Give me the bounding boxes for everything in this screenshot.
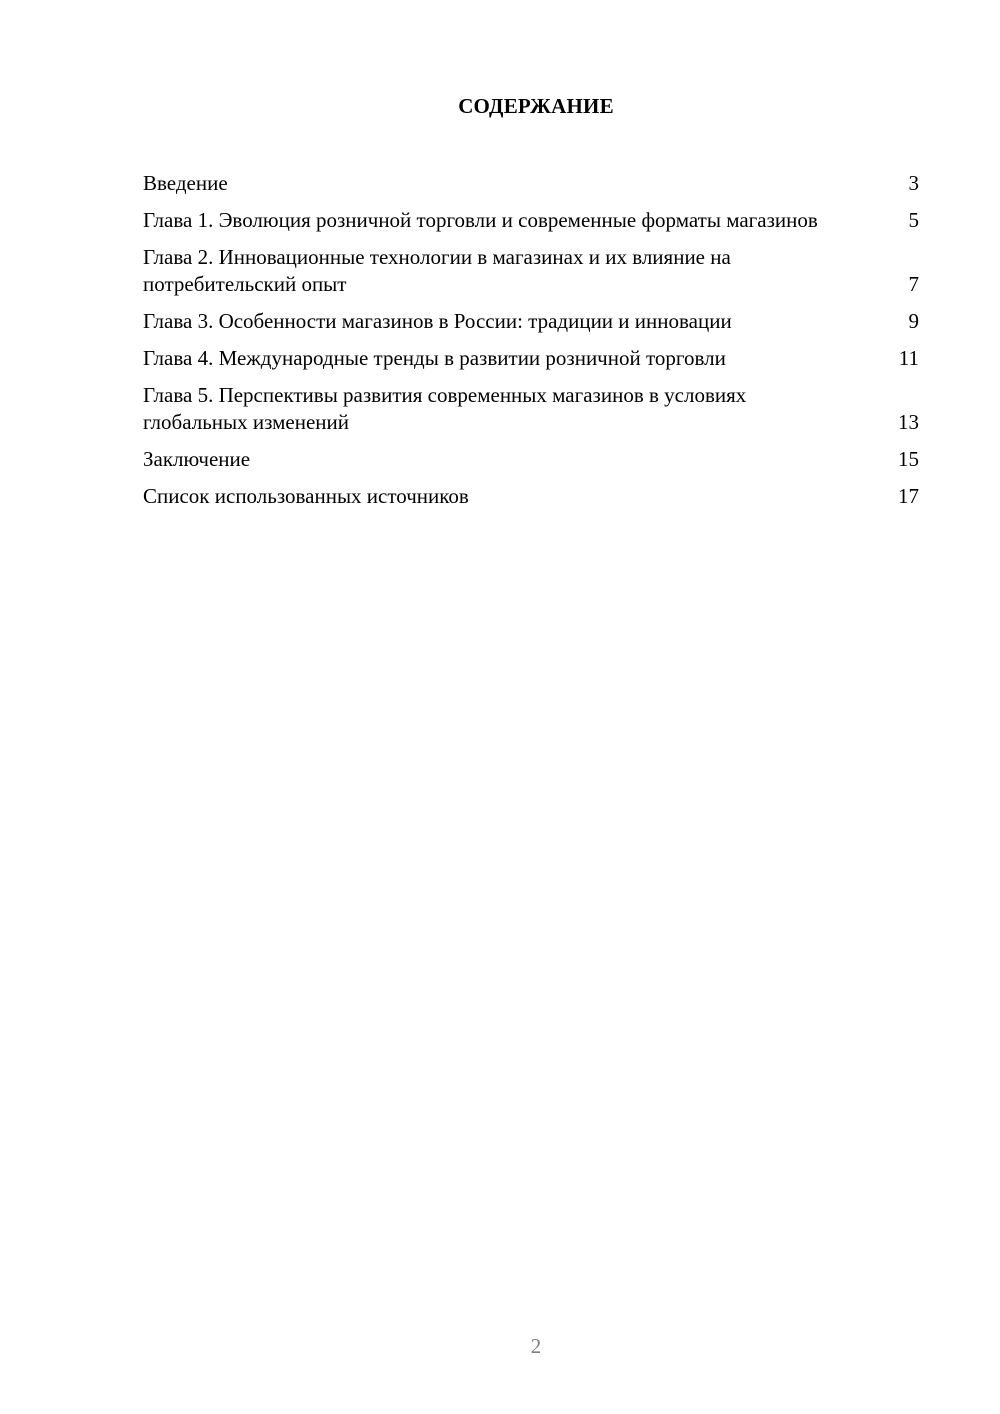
- toc-entry: [143, 446, 919, 473]
- toc-entry: [143, 244, 919, 298]
- toc-entry-title: Глава 5. Перспективы развития современных магазинов в условиях глобальных изменений: [143, 383, 747, 434]
- toc-entry-page: 17: [898, 484, 919, 508]
- toc-entry-page: 11: [898, 346, 919, 370]
- toc-entry-title: Глава 4. Международные тренды в развитии розничной торговли: [143, 346, 726, 370]
- toc-entry: [143, 170, 919, 197]
- toc-entry-page: 7: [908, 272, 919, 296]
- toc-entry-page: 3: [908, 171, 919, 195]
- toc-entry: [143, 308, 919, 335]
- toc-entry-title: Введение: [143, 171, 228, 195]
- page-title: СОДЕРЖАНИЕ: [458, 94, 614, 118]
- toc-entry: [143, 483, 919, 510]
- toc-entry-title: Заключение: [143, 447, 251, 471]
- toc-entry: [143, 382, 919, 436]
- toc-entry-title: Глава 2. Инновационные технологии в магазинах и их влияние на потребительский опыт: [143, 245, 731, 296]
- toc-entry-title: Глава 3. Особенности магазинов в России: традиции и инновации: [143, 309, 732, 333]
- toc-entry-page: 15: [898, 447, 919, 471]
- toc-entry: [143, 345, 919, 372]
- toc-entry-title: Список использованных источников: [143, 484, 469, 508]
- toc-entry: [143, 207, 919, 234]
- toc-entry-page: 13: [898, 410, 919, 434]
- page-number: 2: [530, 1334, 542, 1358]
- table-of-contents: [143, 170, 919, 520]
- toc-entry-page: 5: [908, 208, 919, 232]
- toc-entry-title: Глава 1. Эволюция розничной торговли и современные форматы магазинов: [143, 208, 818, 232]
- toc-entry-page: 9: [908, 309, 919, 333]
